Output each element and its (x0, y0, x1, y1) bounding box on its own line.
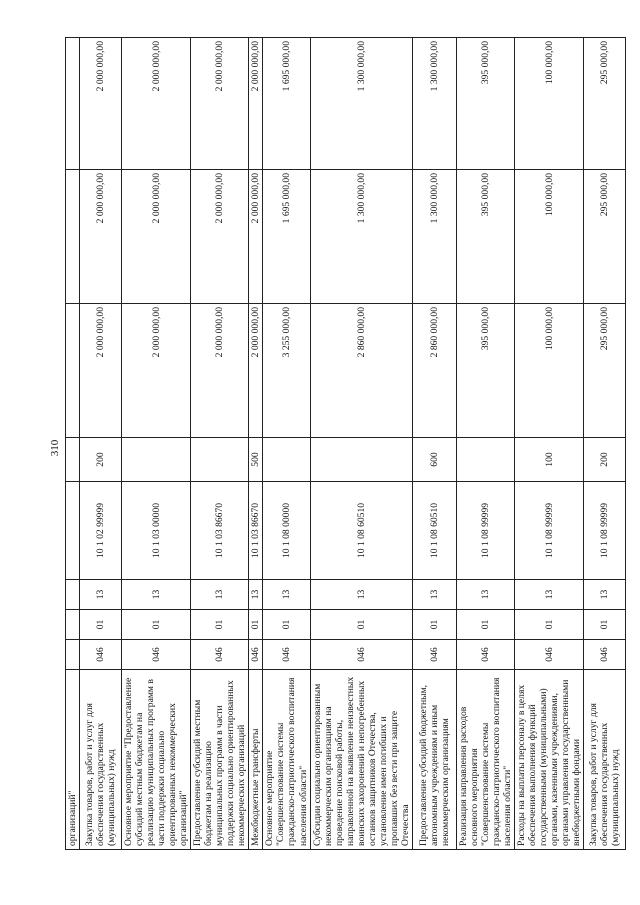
ved-code: 046 (514, 640, 583, 670)
sum-year-3: 2 000 000,00 (122, 38, 191, 170)
table-row (412, 38, 456, 850)
sum-year-2: 2 000 000,00 (80, 170, 122, 304)
section-code: 01 (310, 610, 412, 640)
subsection-code: 13 (412, 580, 456, 610)
sum-year-3: 1 695 000,00 (263, 38, 310, 170)
ved-code: 046 (584, 640, 626, 670)
sum-year-2: 2 000 000,00 (191, 170, 249, 304)
sum-year-2: 1 300 000,00 (412, 170, 456, 304)
target-article: 10 1 08 99999 (584, 482, 626, 580)
sum-year-3: 2 000 000,00 (191, 38, 249, 170)
sum-year-1: 100 000,00 (514, 304, 583, 438)
section-code: 01 (191, 610, 249, 640)
table-row (191, 38, 249, 850)
sum-year-2: 295 000,00 (584, 170, 626, 304)
target-article: 10 1 03 86670 (191, 482, 249, 580)
expense-type (263, 438, 310, 482)
row-name: Предоставление субсидий местным бюджетам на реализацию муниципальных программ в части поддержки социально ориентированных некоммерческих организаций (191, 670, 249, 850)
ved-code: 046 (456, 640, 514, 670)
sum-year-3: 2 000 000,00 (80, 38, 122, 170)
ved-code: 046 (80, 640, 122, 670)
section-code: 01 (249, 610, 263, 640)
ved-code: 046 (249, 640, 263, 670)
sum-year-3: 395 000,00 (456, 38, 514, 170)
row-name: Основное мероприятие "Предоставление субсидий местным бюджетам на реализацию муниципальных программ в части поддержки социально ориентированных некоммерческих организаций" (122, 670, 191, 850)
expense-type (191, 438, 249, 482)
target-article (66, 482, 80, 580)
sum-year-3: 2 000 000,00 (249, 38, 263, 170)
sum-year-1: 2 000 000,00 (122, 304, 191, 438)
sum-year-2: 2 000 000,00 (122, 170, 191, 304)
expense-type: 600 (412, 438, 456, 482)
target-article: 10 1 08 60510 (310, 482, 412, 580)
target-article: 10 1 08 00000 (263, 482, 310, 580)
sum-year-2: 395 000,00 (456, 170, 514, 304)
section-code: 01 (122, 610, 191, 640)
ved-code: 046 (191, 640, 249, 670)
table-row (122, 38, 191, 850)
expense-type (310, 438, 412, 482)
row-name: Основное мероприятие "Совершенствование системы гражданско-патриотического воспитания населения области" (263, 670, 310, 850)
sum-year-2: 1 300 000,00 (310, 170, 412, 304)
section-code: 01 (412, 610, 456, 640)
table-row (456, 38, 514, 850)
table-row (249, 38, 263, 850)
sum-year-1: 2 000 000,00 (80, 304, 122, 438)
expense-type (66, 438, 80, 482)
subsection-code: 13 (584, 580, 626, 610)
table-body (66, 38, 626, 850)
row-name: Субсидии социально ориентированным некоммерческим организациям на проведение поисковой работы, направленной на выявление неизвестных воинских захоронений и непогребенных останков защитников Отечества, установление имен погибших и пропавших без вести при защите Отечества (310, 670, 412, 850)
subsection-code: 13 (310, 580, 412, 610)
sum-year-3: 1 300 000,00 (310, 38, 412, 170)
row-name: организаций" (66, 670, 80, 850)
row-name: Предоставление субсидий бюджетным, автономным учреждениям и иным некоммерческим организациям (412, 670, 456, 850)
row-name: Реализация направления расходов основного мероприятия "Совершенствование системы гражданско-патриотического воспитания населения области" (456, 670, 514, 850)
target-article: 10 1 02 99999 (80, 482, 122, 580)
expense-type: 200 (80, 438, 122, 482)
row-name: Закупка товаров, работ и услуг для обеспечения государственных (муниципальных) нужд (80, 670, 122, 850)
sum-year-2: 2 000 000,00 (249, 170, 263, 304)
sum-year-2: 1 695 000,00 (263, 170, 310, 304)
sum-year-3 (66, 38, 80, 170)
expense-type: 100 (514, 438, 583, 482)
sum-year-1: 3 255 000,00 (263, 304, 310, 438)
row-name: Межбюджетные трансферты (249, 670, 263, 850)
sum-year-2: 100 000,00 (514, 170, 583, 304)
sum-year-3: 295 000,00 (584, 38, 626, 170)
ved-code: 046 (310, 640, 412, 670)
table-row (66, 38, 80, 850)
sum-year-2 (66, 170, 80, 304)
table-row (80, 38, 122, 850)
subsection-code (66, 580, 80, 610)
ved-code: 046 (122, 640, 191, 670)
target-article: 10 1 08 60510 (412, 482, 456, 580)
section-code: 01 (456, 610, 514, 640)
target-article: 10 1 03 00000 (122, 482, 191, 580)
expense-type: 500 (249, 438, 263, 482)
row-name: Закупка товаров, работ и услуг для обеспечения государственных (муниципальных) нужд (584, 670, 626, 850)
ved-code (66, 640, 80, 670)
table-row (263, 38, 310, 850)
subsection-code: 13 (122, 580, 191, 610)
table-row (584, 38, 626, 850)
budget-table (65, 37, 626, 850)
subsection-code: 13 (249, 580, 263, 610)
sum-year-1: 2 000 000,00 (249, 304, 263, 438)
table-row (514, 38, 583, 850)
target-article: 10 1 08 99999 (514, 482, 583, 580)
subsection-code: 13 (456, 580, 514, 610)
section-code: 01 (263, 610, 310, 640)
expense-type (122, 438, 191, 482)
target-article: 10 1 03 86670 (249, 482, 263, 580)
page-number: 310 (49, 439, 61, 457)
section-code: 01 (584, 610, 626, 640)
expense-type (456, 438, 514, 482)
section-code: 01 (80, 610, 122, 640)
sum-year-1: 295 000,00 (584, 304, 626, 438)
sum-year-1: 2 860 000,00 (310, 304, 412, 438)
sum-year-1: 2 000 000,00 (191, 304, 249, 438)
expense-type: 200 (584, 438, 626, 482)
sum-year-3: 1 300 000,00 (412, 38, 456, 170)
ved-code: 046 (412, 640, 456, 670)
rotated-budget-table-wrapper (65, 38, 622, 850)
subsection-code: 13 (514, 580, 583, 610)
subsection-code: 13 (263, 580, 310, 610)
sum-year-1 (66, 304, 80, 438)
sum-year-1: 2 860 000,00 (412, 304, 456, 438)
table-row (310, 38, 412, 850)
sum-year-3: 100 000,00 (514, 38, 583, 170)
ved-code: 046 (263, 640, 310, 670)
sum-year-1: 395 000,00 (456, 304, 514, 438)
section-code: 01 (514, 610, 583, 640)
row-name: Расходы на выплаты персоналу в целях обеспечения выполнения функций государственными (муниципальными) органами, казенными учреждениями, органами управления государственными внебюджетными фондами (514, 670, 583, 850)
subsection-code: 13 (80, 580, 122, 610)
subsection-code: 13 (191, 580, 249, 610)
target-article: 10 1 08 99999 (456, 482, 514, 580)
section-code (66, 610, 80, 640)
